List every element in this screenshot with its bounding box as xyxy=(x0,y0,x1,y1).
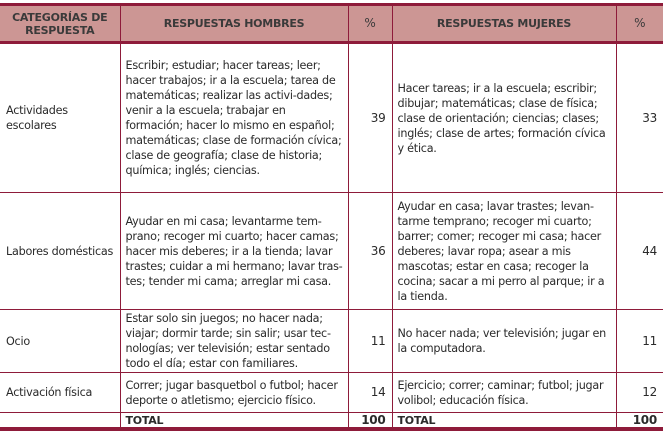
header-women-pct: % xyxy=(616,5,663,43)
men-total-pct: 100 xyxy=(348,413,392,430)
men-pct-cell: 11 xyxy=(348,310,392,373)
men-responses-cell: Correr; jugar basquetbol o futbol; hacer deporte o atletismo; ejercicio físico. xyxy=(120,373,348,413)
women-pct-cell: 12 xyxy=(616,373,663,413)
table-row xyxy=(0,43,663,193)
men-pct-cell: 14 xyxy=(348,373,392,413)
header-row xyxy=(0,5,663,43)
women-pct-cell: 11 xyxy=(616,310,663,373)
men-responses-cell: Estar solo sin juegos; no hacer nada; viajar; dormir tarde; sin salir; usar tec-nologías; ver televisión; estar sentado todo el día; estar con familiares. xyxy=(120,310,348,373)
women-total-label: TOTAL xyxy=(392,413,616,430)
total-empty-cell xyxy=(0,413,120,430)
table-row xyxy=(0,373,663,413)
women-pct-cell: 44 xyxy=(616,193,663,310)
women-responses-cell: No hacer nada; ver televisión; jugar en la computadora. xyxy=(392,310,616,373)
category-cell: Labores domésticas xyxy=(0,193,120,310)
men-responses-cell: Escribir; estudiar; hacer tareas; leer; hacer trabajos; ir a la escuela; tarea de matemáticas; realizar las activi-dades; venir a la escuela; trabajar en formación; hacer lo mismo en español; matemáticas; clase de formación cívica; clase de geografía; clase de historia; química; inglés; ciencias. xyxy=(120,43,348,193)
category-cell: Actividades escolares xyxy=(0,43,120,193)
header-men-pct: % xyxy=(348,5,392,43)
women-responses-cell: Hacer tareas; ir a la escuela; escribir; dibujar; matemáticas; clase de física; clase de orientación; ciencias; clases; inglés; clase de artes; formación cívica y ética. xyxy=(392,43,616,193)
category-cell: Activación física xyxy=(0,373,120,413)
women-pct-cell: 33 xyxy=(616,43,663,193)
women-responses-cell: Ayudar en casa; lavar trastes; levan-tarme temprano; recoger mi cuarto; barrer; comer; recoger mi casa; hacer deberes; lavar ropa; asear a mis mascotas; estar en casa; recoger la cocina; sacar a mi perro al parque; ir a la tienda. xyxy=(392,193,616,310)
total-row xyxy=(0,413,663,430)
men-pct-cell: 36 xyxy=(348,193,392,310)
men-pct-cell: 39 xyxy=(348,43,392,193)
women-responses-cell: Ejercicio; correr; caminar; futbol; jugar volibol; educación física. xyxy=(392,373,616,413)
men-responses-cell: Ayudar en mi casa; levantarme tem-prano; recoger mi cuarto; hacer camas; hacer mis deberes; ir a la tienda; lavar trastes; cuidar a mi hermano; lavar tras-tes; tender mi cama; arreglar mi casa. xyxy=(120,193,348,310)
men-total-label: TOTAL xyxy=(120,413,348,430)
header-women-responses: RESPUESTAS MUJERES xyxy=(392,5,616,43)
header-men-responses: RESPUESTAS HOMBRES xyxy=(120,5,348,43)
responses-table xyxy=(0,3,663,431)
women-total-pct: 100 xyxy=(616,413,663,430)
category-cell: Ocio xyxy=(0,310,120,373)
header-category: CATEGORÍAS DE RESPUESTA xyxy=(0,5,120,43)
table-row xyxy=(0,310,663,373)
table-row xyxy=(0,193,663,310)
